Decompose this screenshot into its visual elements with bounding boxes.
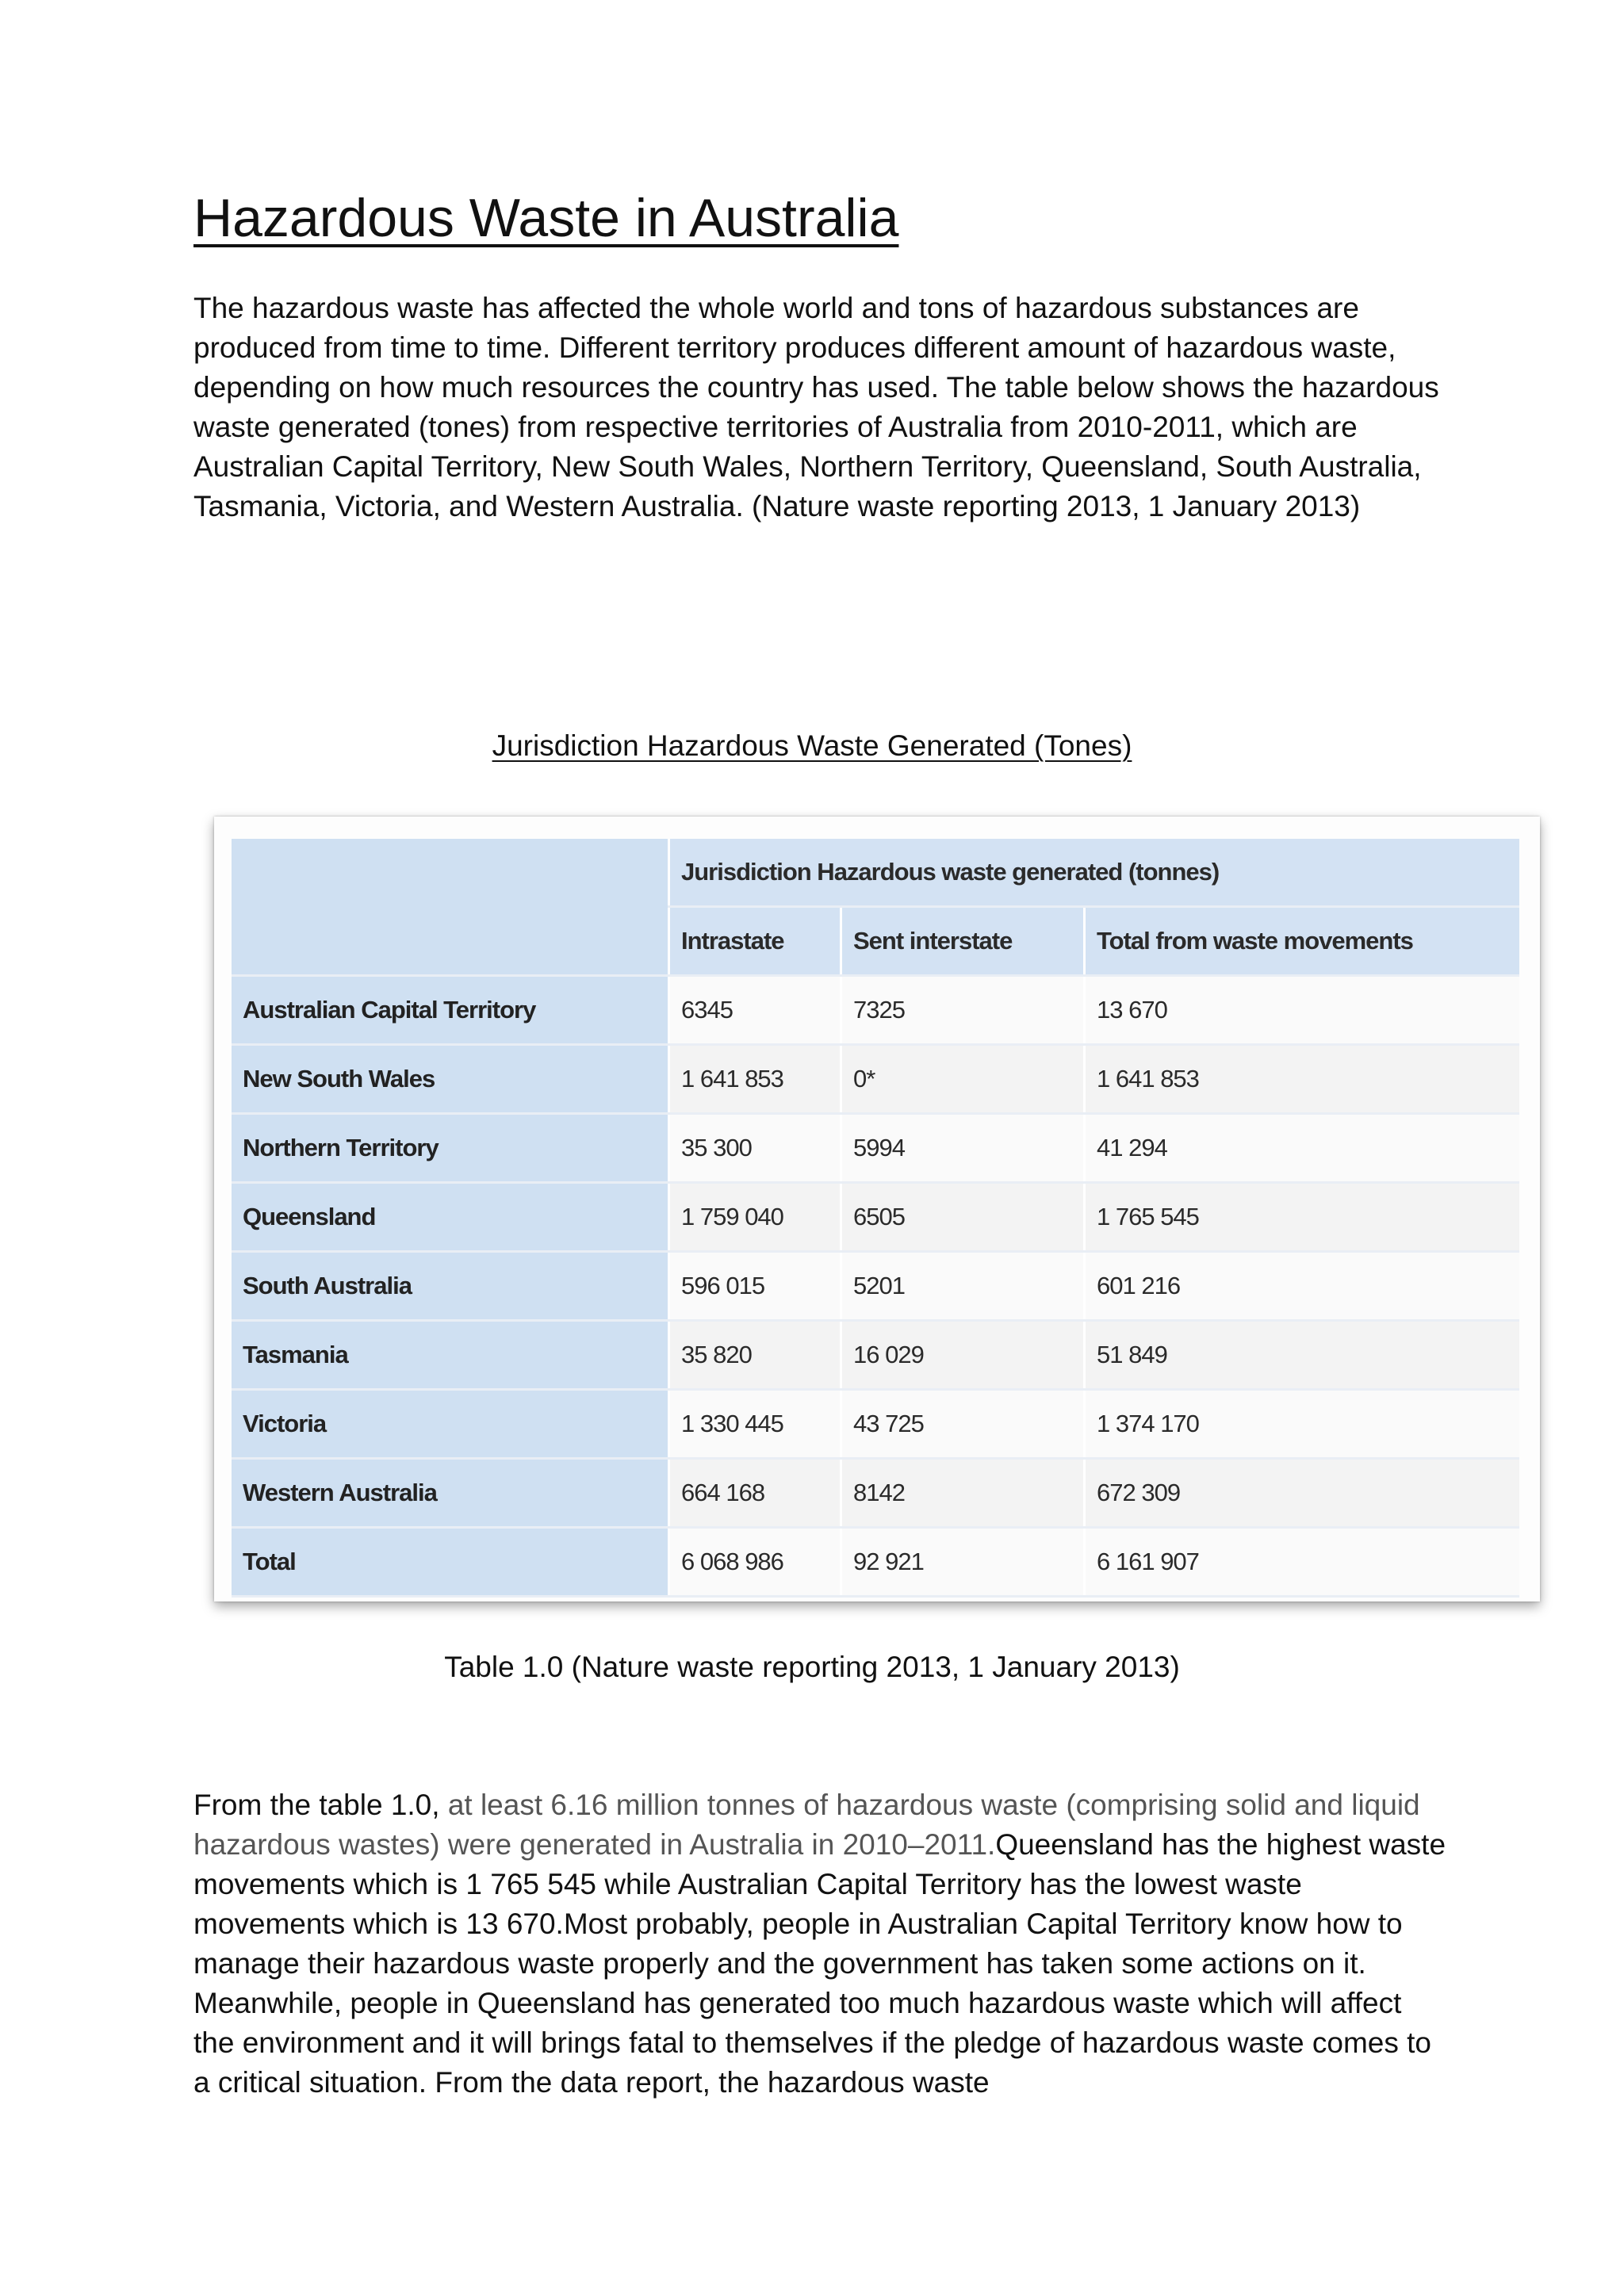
table-group-header: Jurisdiction Hazardous waste generated (tonnes): [669, 839, 1520, 907]
intro-paragraph: The hazardous waste has affected the whole world and tons of hazardous substances are produced from time to time. Different territory produces different amount of hazardous waste, depending on how much resources the country has used. The table below shows the hazardous waste generated (tones) from respective territories of Australia from 2010-2011, which are Australian Capital Territory, New South Wales, Northern Territory, Queensland, South Australia, Tasmania, Victoria, and Western Australia. (Nature waste reporting 2013, 1 January 2013): [193, 292, 1439, 522]
column-header-sent-interstate: Sent interstate: [841, 907, 1085, 976]
hazardous-waste-table: [232, 839, 1519, 1598]
intrastate-cell: 35 300: [669, 1114, 841, 1183]
total-cell: 672 309: [1085, 1459, 1520, 1528]
conclusion-text-body: Queensland has the highest waste movements which is 1 765 545 while Australian Capital Territory has the lowest waste movements which is 13 670.Most probably, people in Australian Capital Territory know how to manage their hazardous waste properly and the government has taken some actions on it. Meanwhile, people in Queensland has generated too much hazardous waste which will affect the environment and it will brings fatal to themselves if the pledge of hazardous waste comes to a critical situation. From the data report, the hazardous waste: [193, 1828, 1446, 2099]
row-label: South Australia: [232, 1252, 669, 1321]
intrastate-cell: 1 759 040: [669, 1183, 841, 1252]
sent-interstate-cell: 5994: [841, 1114, 1085, 1183]
conclusion-paragraph: [193, 1785, 1446, 2103]
row-label: Victoria: [232, 1390, 669, 1459]
row-label: Tasmania: [232, 1321, 669, 1390]
sent-interstate-cell: 43 725: [841, 1390, 1085, 1459]
column-header-total: Total from waste movements: [1085, 907, 1520, 976]
table-total-row: [232, 1528, 1519, 1597]
row-label: Queensland: [232, 1183, 669, 1252]
sent-interstate-cell: 6505: [841, 1183, 1085, 1252]
conclusion-text-intro: From the table 1.0,: [193, 1789, 448, 1821]
intrastate-cell: 35 820: [669, 1321, 841, 1390]
table-corner-cell: [232, 839, 669, 976]
table-row: [232, 1183, 1519, 1252]
sent-interstate-cell: 8142: [841, 1459, 1085, 1528]
row-label: Total: [232, 1528, 669, 1597]
table-image: [214, 817, 1540, 1601]
intrastate-cell: 1 641 853: [669, 1045, 841, 1114]
table-row: [232, 1321, 1519, 1390]
total-cell: 13 670: [1085, 976, 1520, 1045]
sent-interstate-cell: 5201: [841, 1252, 1085, 1321]
table-row: [232, 1459, 1519, 1528]
page-title: Hazardous Waste in Australia: [193, 188, 899, 248]
table-caption: Table 1.0 (Nature waste reporting 2013, 1 January 2013): [444, 1651, 1180, 1683]
sent-interstate-cell: 16 029: [841, 1321, 1085, 1390]
intrastate-cell: 596 015: [669, 1252, 841, 1321]
total-cell: 1 641 853: [1085, 1045, 1520, 1114]
table-row: [232, 976, 1519, 1045]
total-cell: 1 374 170: [1085, 1390, 1520, 1459]
intrastate-cell: 6 068 986: [669, 1528, 841, 1597]
intrastate-cell: 6345: [669, 976, 841, 1045]
total-cell: 1 765 545: [1085, 1183, 1520, 1252]
row-label: Northern Territory: [232, 1114, 669, 1183]
table-group-header-row: [232, 839, 1519, 907]
sent-interstate-cell: 92 921: [841, 1528, 1085, 1597]
intrastate-cell: 1 330 445: [669, 1390, 841, 1459]
sent-interstate-cell: 0*: [841, 1045, 1085, 1114]
column-header-intrastate: Intrastate: [669, 907, 841, 976]
row-label: New South Wales: [232, 1045, 669, 1114]
total-cell: 41 294: [1085, 1114, 1520, 1183]
row-label: Western Australia: [232, 1459, 669, 1528]
total-cell: 601 216: [1085, 1252, 1520, 1321]
table-row: [232, 1045, 1519, 1114]
total-cell: 51 849: [1085, 1321, 1520, 1390]
table-row: [232, 1114, 1519, 1183]
total-cell: 6 161 907: [1085, 1528, 1520, 1597]
sent-interstate-cell: 7325: [841, 976, 1085, 1045]
table-heading: Jurisdiction Hazardous Waste Generated (Tones): [492, 729, 1132, 762]
intrastate-cell: 664 168: [669, 1459, 841, 1528]
table-row: [232, 1252, 1519, 1321]
row-label: Australian Capital Territory: [232, 976, 669, 1045]
table-row: [232, 1390, 1519, 1459]
conclusion-text-quote: at least 6.16 million tonnes of hazardous waste (comprising solid and liquid hazardous wastes) were generated in Australia in 2010–2011.: [193, 1789, 1420, 1861]
